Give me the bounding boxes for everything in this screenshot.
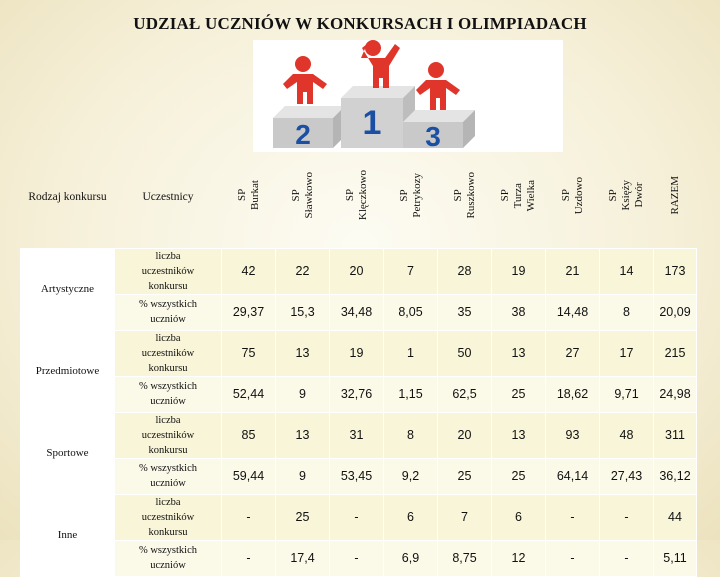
label-line: uczestników: [141, 347, 195, 359]
value-cell: 1,15: [384, 376, 438, 412]
label-line: uczniów: [150, 396, 186, 407]
competition-type: Sportowe: [21, 412, 115, 494]
competition-type: Przedmiotowe: [21, 330, 115, 412]
label-line: uczniów: [150, 314, 186, 325]
value-cell: 17,4: [276, 540, 330, 576]
value-cell: 25: [492, 376, 546, 412]
header-school-line: SP: [607, 189, 619, 202]
value-cell: 7: [438, 494, 492, 540]
value-cell: 31: [330, 412, 384, 458]
label-percent: [115, 294, 222, 330]
header-school: [276, 146, 330, 248]
value-cell: 20: [438, 412, 492, 458]
value-cell: 21: [546, 248, 600, 294]
value-cell: 93: [546, 412, 600, 458]
header-school-line: Wielka: [525, 179, 537, 211]
value-cell: -: [222, 494, 276, 540]
value-cell: 53,45: [330, 458, 384, 494]
value-cell: -: [546, 540, 600, 576]
label-line: liczba: [155, 332, 181, 344]
value-cell: 13: [276, 412, 330, 458]
podium-icon: [253, 40, 563, 152]
value-cell: 6: [384, 494, 438, 540]
competition-type: Inne: [21, 494, 115, 576]
value-cell: 19: [492, 248, 546, 294]
table-row: [21, 540, 697, 576]
label-line: konkursu: [148, 526, 188, 538]
value-cell: 29,37: [222, 294, 276, 330]
label-count: [115, 412, 222, 458]
value-cell: -: [600, 540, 654, 576]
header-school: [546, 146, 600, 248]
header-school-line: SP: [343, 189, 356, 202]
header-school: [330, 146, 384, 248]
value-cell: 25: [438, 458, 492, 494]
total-cell: 215: [654, 330, 697, 376]
place-3-label: 3: [425, 121, 441, 152]
value-cell: -: [330, 540, 384, 576]
value-cell: 27,43: [600, 458, 654, 494]
header-school-line: Ruszkowo: [464, 172, 477, 219]
label-line: liczba: [155, 496, 181, 508]
value-cell: 64,14: [546, 458, 600, 494]
podium-image: [253, 40, 563, 152]
header-school-line: SP: [499, 189, 511, 202]
value-cell: 28: [438, 248, 492, 294]
label-line: uczniów: [150, 560, 186, 571]
value-cell: 9,2: [384, 458, 438, 494]
value-cell: 25: [492, 458, 546, 494]
value-cell: 17: [600, 330, 654, 376]
header-school: [600, 146, 654, 248]
label-line: konkursu: [148, 280, 188, 292]
value-cell: -: [222, 540, 276, 576]
table-row: [21, 248, 697, 294]
value-cell: 34,48: [330, 294, 384, 330]
value-cell: -: [600, 494, 654, 540]
header-school-line: Petrykozy: [410, 172, 423, 218]
value-cell: 27: [546, 330, 600, 376]
table-row: [21, 330, 697, 376]
label-line: % wszystkich: [138, 381, 198, 392]
header-school-line: Księży: [620, 179, 632, 211]
value-cell: 9,71: [600, 376, 654, 412]
value-cell: -: [546, 494, 600, 540]
label-count: [115, 330, 222, 376]
value-cell: 75: [222, 330, 276, 376]
value-cell: 14: [600, 248, 654, 294]
label-line: konkursu: [148, 362, 188, 374]
label-line: konkursu: [148, 444, 188, 456]
value-cell: 6,9: [384, 540, 438, 576]
table-row: [21, 412, 697, 458]
value-cell: 85: [222, 412, 276, 458]
value-cell: -: [330, 494, 384, 540]
label-line: uczniów: [150, 478, 186, 489]
label-percent: [115, 458, 222, 494]
value-cell: 52,44: [222, 376, 276, 412]
header-school-line: Uzdowo: [572, 176, 585, 214]
header-type: Rodzaj konkursu: [28, 190, 107, 203]
value-cell: 18,62: [546, 376, 600, 412]
table-row: [21, 294, 697, 330]
competition-type: Artystyczne: [21, 248, 115, 330]
label-line: liczba: [155, 414, 181, 426]
table-row: [21, 494, 697, 540]
value-cell: 13: [492, 412, 546, 458]
label-line: % wszystkich: [138, 463, 198, 474]
value-cell: 9: [276, 376, 330, 412]
value-cell: 8: [384, 412, 438, 458]
value-cell: 14,48: [546, 294, 600, 330]
header-total-label: RAZEM: [668, 176, 681, 215]
value-cell: 35: [438, 294, 492, 330]
label-line: uczestników: [141, 511, 195, 523]
header-school-line: SP: [559, 189, 572, 202]
value-cell: 62,5: [438, 376, 492, 412]
label-line: % wszystkich: [138, 545, 198, 556]
label-line: % wszystkich: [138, 299, 198, 310]
total-cell: 44: [654, 494, 697, 540]
place-1-label: 1: [362, 104, 382, 142]
value-cell: 59,44: [222, 458, 276, 494]
header-school-line: Sławkowo: [302, 172, 315, 219]
header-school-line: Burkat: [248, 180, 261, 211]
value-cell: 20: [330, 248, 384, 294]
header-school: [492, 146, 546, 248]
header-school-line: Klęczkowo: [356, 170, 369, 221]
value-cell: 42: [222, 248, 276, 294]
total-cell: 36,12: [654, 458, 697, 494]
total-cell: 311: [654, 412, 697, 458]
total-cell: 5,11: [654, 540, 697, 576]
header-school-line: Dwór: [633, 182, 645, 208]
header-school-line: SP: [451, 189, 464, 202]
value-cell: 50: [438, 330, 492, 376]
value-cell: 48: [600, 412, 654, 458]
value-cell: 25: [276, 494, 330, 540]
value-cell: 32,76: [330, 376, 384, 412]
total-cell: 24,98: [654, 376, 697, 412]
header-school-line: Turza: [512, 182, 524, 208]
value-cell: 38: [492, 294, 546, 330]
header-school-line: SP: [397, 189, 410, 202]
total-cell: 20,09: [654, 294, 697, 330]
value-cell: 13: [276, 330, 330, 376]
label-percent: [115, 540, 222, 576]
table-row: [21, 458, 697, 494]
value-cell: 9: [276, 458, 330, 494]
label-count: [115, 494, 222, 540]
table-row: [21, 376, 697, 412]
value-cell: 8: [600, 294, 654, 330]
header-total: [654, 146, 697, 248]
value-cell: 6: [492, 494, 546, 540]
table-header-row: [21, 146, 697, 248]
value-cell: 19: [330, 330, 384, 376]
header-school-line: SP: [235, 189, 248, 202]
value-cell: 7: [384, 248, 438, 294]
label-count: [115, 248, 222, 294]
label-line: uczestników: [141, 265, 195, 277]
value-cell: 22: [276, 248, 330, 294]
header-school: [384, 146, 438, 248]
value-cell: 15,3: [276, 294, 330, 330]
header-school-line: SP: [289, 189, 302, 202]
page-title: UDZIAŁ UCZNIÓW W KONKURSACH I OLIMPIADACH: [133, 14, 587, 33]
header-school: [438, 146, 492, 248]
competition-table: [20, 146, 697, 577]
label-line: liczba: [155, 250, 181, 262]
header-participants: Uczestnicy: [142, 190, 194, 203]
header-school: [222, 146, 276, 248]
label-percent: [115, 376, 222, 412]
value-cell: 13: [492, 330, 546, 376]
value-cell: 1: [384, 330, 438, 376]
value-cell: 12: [492, 540, 546, 576]
label-line: uczestników: [141, 429, 195, 441]
place-2-label: 2: [295, 119, 311, 150]
value-cell: 8,05: [384, 294, 438, 330]
value-cell: 8,75: [438, 540, 492, 576]
total-cell: 173: [654, 248, 697, 294]
